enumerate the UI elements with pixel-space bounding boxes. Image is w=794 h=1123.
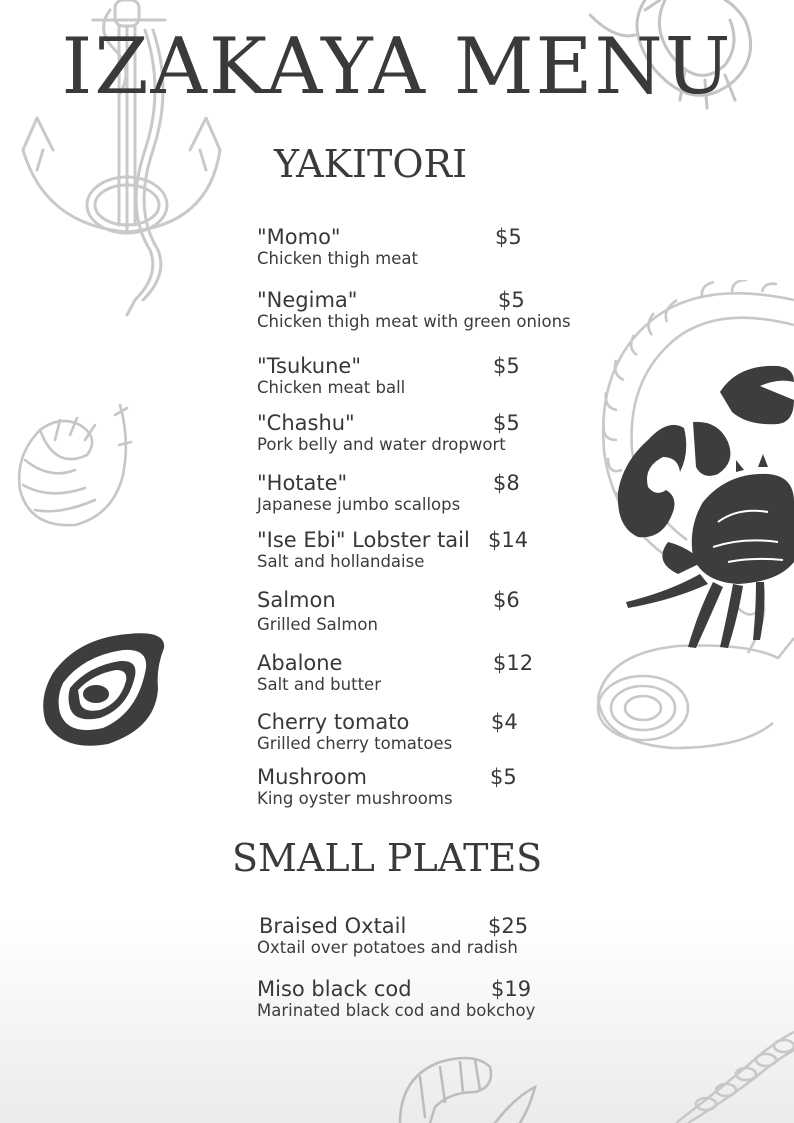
item-name: "Tsukune" [257,354,361,378]
menu-item [257,710,617,755]
menu-item [257,977,617,1022]
shrimp-icon [15,400,135,535]
section-heading-small-plates: SMALL PLATES [232,836,543,880]
item-description: Marinated black cod and bokchoy [257,1001,536,1020]
item-price: $25 [488,914,529,938]
item-description: Grilled Salmon [257,615,378,634]
item-description: Japanese jumbo scallops [257,495,461,514]
item-name: Braised Oxtail [259,914,407,938]
item-name: "Negima" [257,288,358,312]
item-name: "Chashu" [257,411,355,435]
item-description: Pork belly and water dropwort [257,435,506,454]
menu-item [257,765,617,810]
item-name: Abalone [257,651,343,675]
item-name: "Momo" [257,225,341,249]
item-price: $4 [491,710,518,734]
menu-item [257,354,617,399]
item-price: $5 [493,354,520,378]
menu-item [257,411,617,456]
item-description: Salt and hollandaise [257,552,425,571]
item-description: Salt and butter [257,675,381,694]
crab-icon [608,362,794,650]
item-price: $5 [493,411,520,435]
menu-item [257,651,617,696]
item-description: Chicken thigh meat [257,249,418,268]
item-description: Grilled cherry tomatoes [257,734,453,753]
item-description: King oyster mushrooms [257,789,453,808]
item-price: $12 [493,651,534,675]
oyster-icon [38,628,168,750]
section-heading-yakitori: YAKITORI [274,142,468,186]
item-price: $19 [491,977,532,1001]
rope-icon [676,1022,794,1123]
item-price: $14 [488,528,529,552]
menu-item [257,588,617,638]
item-name: "Ise Ebi" Lobster tail [257,528,470,552]
item-price: $5 [498,288,525,312]
item-price: $6 [493,588,520,612]
menu-title: IZAKAYA MENU [61,22,733,112]
shrimp-icon [395,1052,540,1123]
menu-item [257,914,617,959]
item-description: Oxtail over potatoes and radish [257,938,518,957]
item-price: $5 [495,225,522,249]
item-description: Chicken thigh meat with green onions [257,312,571,331]
item-name: Cherry tomato [257,710,410,734]
item-price: $5 [490,765,517,789]
item-name: "Hotate" [257,471,348,495]
menu-item [257,288,617,333]
item-price: $8 [493,471,520,495]
item-name: Miso black cod [257,977,412,1001]
menu-item [257,471,617,516]
item-name: Salmon [257,588,336,612]
menu-item [257,225,617,270]
menu-item [257,528,617,573]
item-name: Mushroom [257,765,368,789]
item-description: Chicken meat ball [257,378,406,397]
